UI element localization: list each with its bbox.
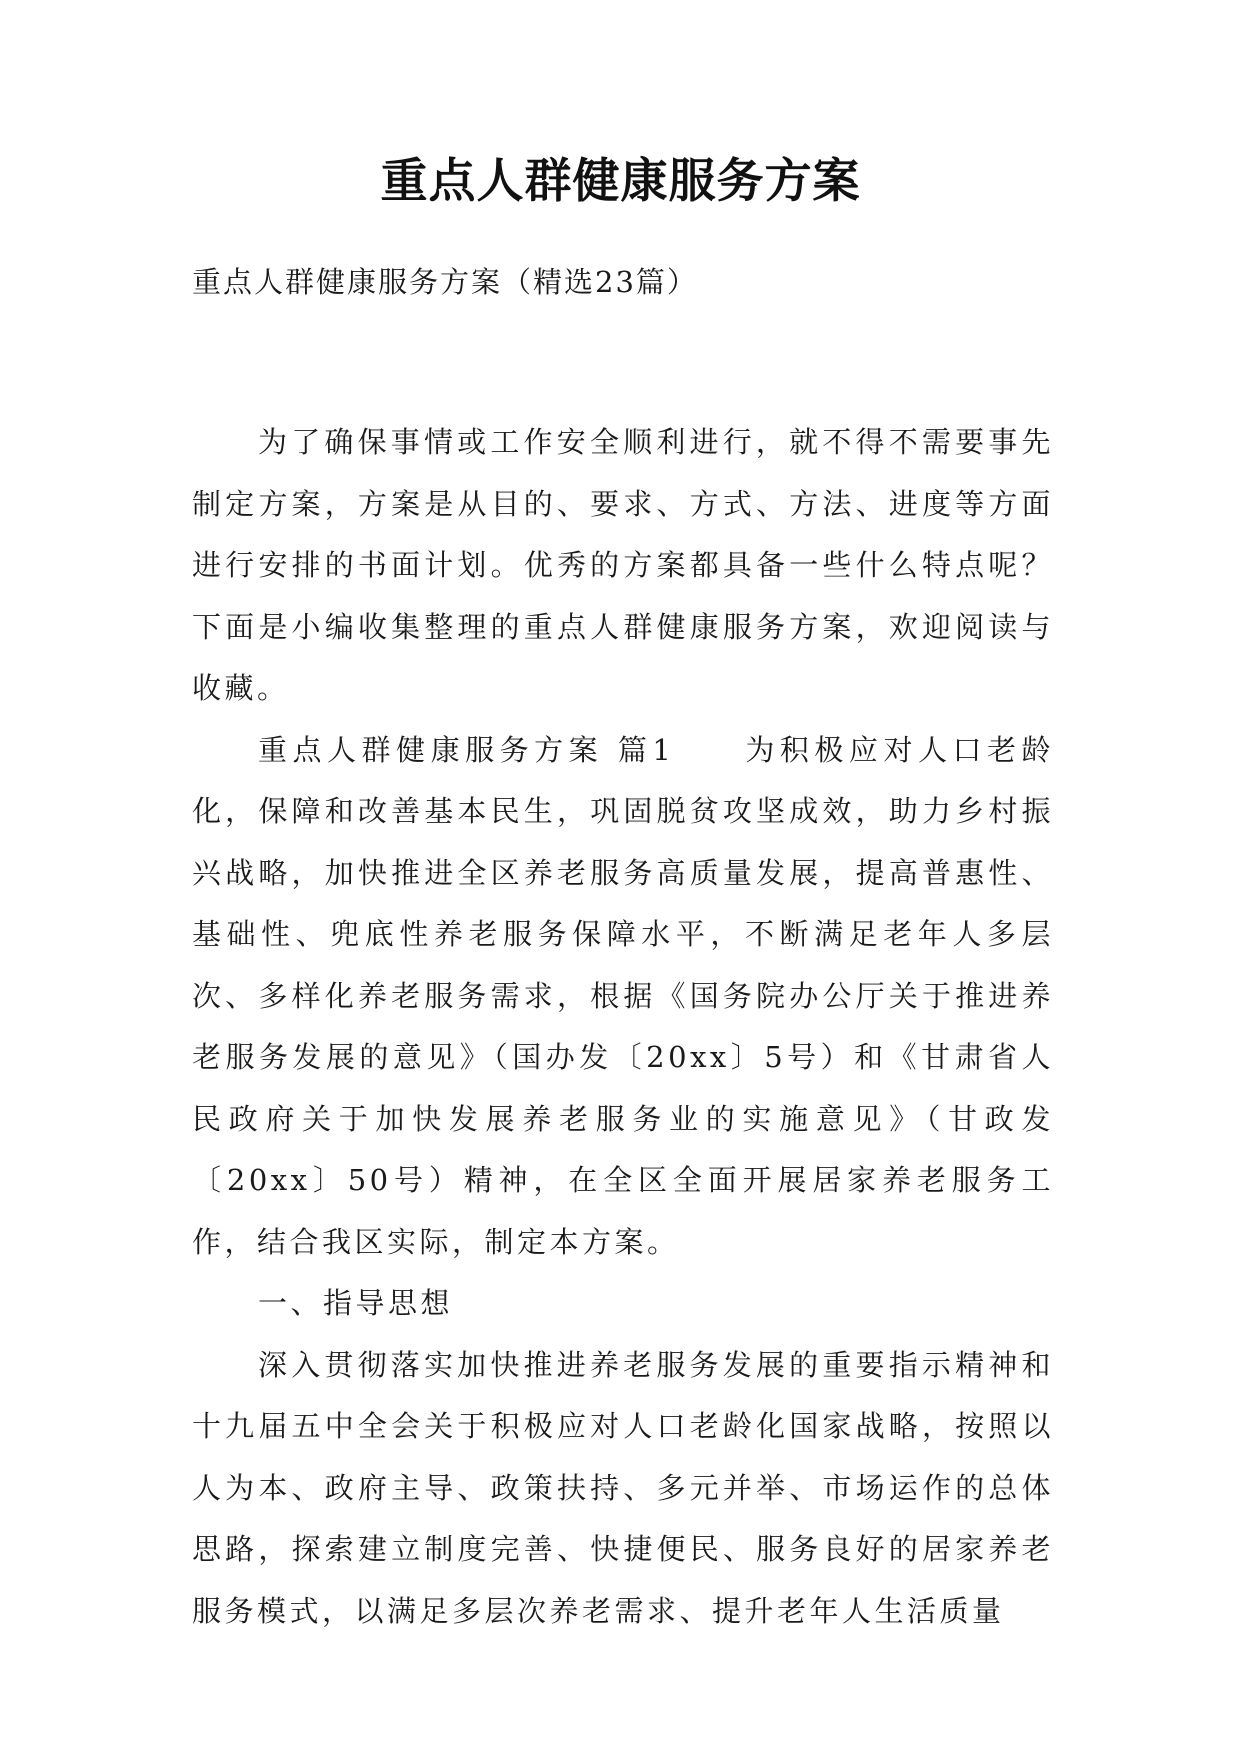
document-body [192,412,1054,1642]
heading-guiding-thought: 一、指导思想 [258,1286,454,1320]
paragraph-intro: 为了确保事情或工作安全顺利进行，就不得不需要事先制定方案，方案是从目的、要求、方式、方法、进度等方面进行安排的书面计划。优秀的方案都具备一些什么特点呢？下面是小编收集整理的重点人群健康服务方案，欢迎阅读与收藏。 [192,425,1054,705]
document-subtitle: 重点人群健康服务方案（精选23篇） [192,265,698,299]
paragraph-section-1: 重点人群健康服务方案 篇1 为积极应对人口老龄化，保障和改善基本民生，巩固脱贫攻坚成效，助力乡村振兴战略，加快推进全区养老服务高质量发展，提高普惠性、基础性、兜底性养老服务保障水平，不断满足老年人多层次、多样化养老服务需求，根据《国务院办公厅关于推进养老服务发展的意见》（国办发〔20xx〕5号）和《甘肃省人民政府关于加快发展养老服务业的实施意见》（甘政发〔20xx〕50号）精神，在全区全面开展居家养老服务工作，结合我区实际，制定本方案。 [192,732,1054,1259]
paragraph-guiding-thought: 深入贯彻落实加快推进养老服务发展的重要指示精神和十九届五中全会关于积极应对人口老龄化国家战略，按照以人为本、政府主导、政策扶持、多元并举、市场运作的总体思路，探索建立制度完善、快捷便民、服务良好的居家养老服务模式，以满足多层次养老需求、提升老年人生活质量 [192,1347,1054,1628]
document-title: 重点人群健康服务方案 [380,154,861,209]
